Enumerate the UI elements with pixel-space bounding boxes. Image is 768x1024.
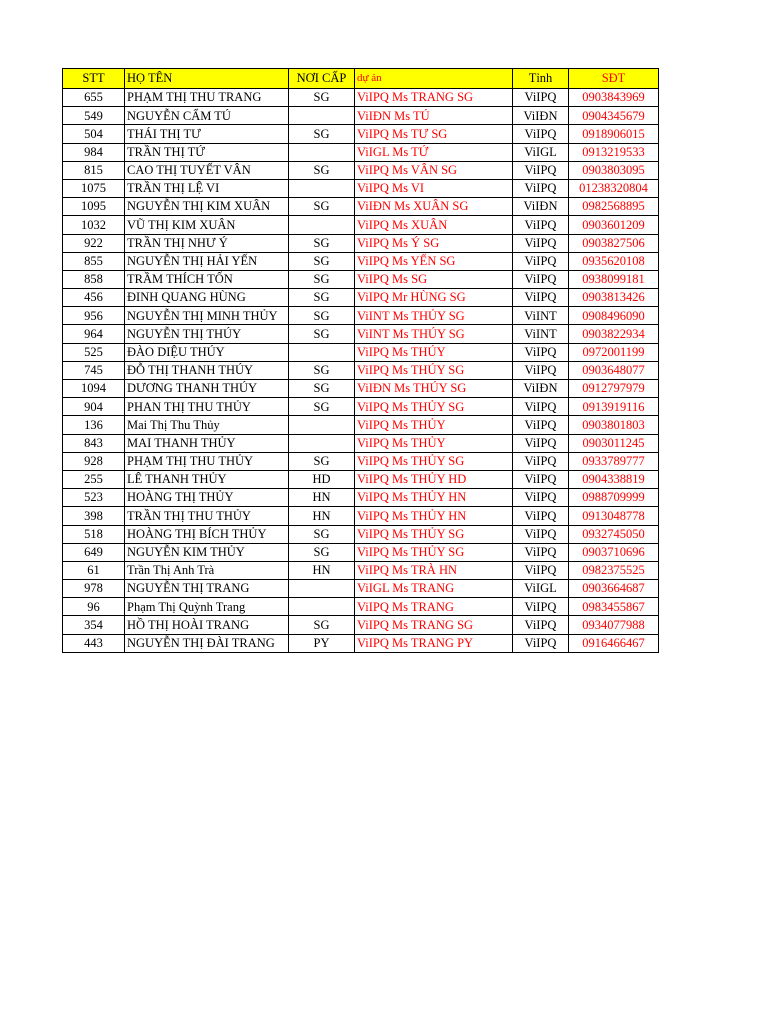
table-row — [63, 307, 659, 325]
table-row — [63, 143, 659, 161]
table-row — [63, 343, 659, 361]
cell-noi-cap: SG — [289, 398, 355, 416]
cell-stt: 525 — [63, 343, 125, 361]
table-row — [63, 161, 659, 179]
cell-stt: 984 — [63, 143, 125, 161]
table-row — [63, 416, 659, 434]
cell-sdt: 0903827506 — [569, 234, 659, 252]
table-row — [63, 107, 659, 125]
cell-tinh: ViIPQ — [513, 470, 569, 488]
cell-ho-ten: PHẠM THỊ THU THỦY — [125, 452, 289, 470]
cell-stt: 1075 — [63, 179, 125, 197]
cell-sdt: 0903843969 — [569, 89, 659, 107]
table-row — [63, 398, 659, 416]
cell-du-an: ViIĐN Ms TÚ — [355, 107, 513, 125]
cell-sdt: 0988709999 — [569, 489, 659, 507]
cell-sdt: 0903710696 — [569, 543, 659, 561]
cell-ho-ten: TRẦN THỊ THU THỦY — [125, 507, 289, 525]
cell-stt: 1094 — [63, 380, 125, 398]
cell-ho-ten: NGUYỄN THỊ MINH THỦY — [125, 307, 289, 325]
cell-tinh: ViIPQ — [513, 507, 569, 525]
table-row — [63, 434, 659, 452]
cell-stt: 928 — [63, 452, 125, 470]
cell-stt: 523 — [63, 489, 125, 507]
cell-ho-ten: PHẠM THỊ THU TRANG — [125, 89, 289, 107]
cell-ho-ten: CAO THỊ TUYẾT VÂN — [125, 161, 289, 179]
table-row — [63, 598, 659, 616]
cell-noi-cap — [289, 434, 355, 452]
cell-noi-cap: SG — [289, 161, 355, 179]
cell-stt: 843 — [63, 434, 125, 452]
table-row — [63, 561, 659, 579]
cell-du-an: ViIPQ Ms VI — [355, 179, 513, 197]
cell-stt: 922 — [63, 234, 125, 252]
cell-du-an: ViIGL Ms TRANG — [355, 580, 513, 598]
cell-ho-ten: MAI THANH THỦY — [125, 434, 289, 452]
table-row — [63, 634, 659, 652]
cell-du-an: ViIPQ Ms THÚY — [355, 343, 513, 361]
cell-tinh: ViIPQ — [513, 179, 569, 197]
table-row — [63, 543, 659, 561]
cell-sdt: 0903648077 — [569, 361, 659, 379]
cell-sdt: 0903601209 — [569, 216, 659, 234]
cell-ho-ten: NGUYỄN CẨM TÚ — [125, 107, 289, 125]
cell-tinh: ViIGL — [513, 143, 569, 161]
cell-noi-cap: SG — [289, 198, 355, 216]
cell-sdt: 0913048778 — [569, 507, 659, 525]
contact-table — [62, 68, 659, 653]
cell-tinh: ViIPQ — [513, 343, 569, 361]
cell-du-an: ViIPQ Ms SG — [355, 270, 513, 288]
cell-tinh: ViIPQ — [513, 216, 569, 234]
cell-stt: 136 — [63, 416, 125, 434]
cell-tinh: ViIPQ — [513, 125, 569, 143]
cell-tinh: ViIPQ — [513, 161, 569, 179]
cell-ho-ten: VŨ THỊ KIM XUÂN — [125, 216, 289, 234]
cell-noi-cap — [289, 216, 355, 234]
cell-stt: 655 — [63, 89, 125, 107]
cell-ho-ten: HOÀNG THỊ THỦY — [125, 489, 289, 507]
cell-sdt: 01238320804 — [569, 179, 659, 197]
cell-noi-cap: SG — [289, 325, 355, 343]
cell-tinh: ViIPQ — [513, 543, 569, 561]
cell-du-an: ViIPQ Ms THỦY SG — [355, 452, 513, 470]
cell-tinh: ViIPQ — [513, 489, 569, 507]
cell-du-an: ViIGL Ms TỨ — [355, 143, 513, 161]
cell-ho-ten: NGUYỄN THỊ KIM XUÂN — [125, 198, 289, 216]
header-du-an: dự án — [355, 69, 513, 89]
cell-ho-ten: DƯƠNG THANH THÚY — [125, 380, 289, 398]
cell-tinh: ViIPQ — [513, 616, 569, 634]
table-row — [63, 580, 659, 598]
table-row — [63, 525, 659, 543]
cell-noi-cap: SG — [289, 616, 355, 634]
table-row — [63, 289, 659, 307]
cell-du-an: ViIPQ Ms THỦY — [355, 434, 513, 452]
cell-sdt: 0913219533 — [569, 143, 659, 161]
cell-sdt: 0903801803 — [569, 416, 659, 434]
cell-ho-ten: TRẦM THÍCH TỐN — [125, 270, 289, 288]
cell-du-an: ViIPQ Ms THỦY SG — [355, 398, 513, 416]
table-row — [63, 470, 659, 488]
cell-noi-cap — [289, 143, 355, 161]
cell-sdt: 0913919116 — [569, 398, 659, 416]
cell-du-an: ViIPQ Ms THỦY HD — [355, 470, 513, 488]
cell-sdt: 0935620108 — [569, 252, 659, 270]
cell-sdt: 0932745050 — [569, 525, 659, 543]
cell-du-an: ViIPQ Ms THỦY HN — [355, 507, 513, 525]
cell-du-an: ViIPQ Ms TRANG — [355, 598, 513, 616]
cell-sdt: 0903822934 — [569, 325, 659, 343]
cell-sdt: 0982568895 — [569, 198, 659, 216]
cell-noi-cap — [289, 107, 355, 125]
table-row — [63, 125, 659, 143]
cell-ho-ten: Phạm Thị Quỳnh Trang — [125, 598, 289, 616]
cell-sdt: 0982375525 — [569, 561, 659, 579]
cell-du-an: ViIPQ Ms TRANG SG — [355, 616, 513, 634]
cell-ho-ten: NGUYỄN THỊ THÚY — [125, 325, 289, 343]
cell-noi-cap: PY — [289, 634, 355, 652]
cell-du-an: ViIPQ Ms TRANG PY — [355, 634, 513, 652]
cell-ho-ten: ĐÀO DIỆU THÚY — [125, 343, 289, 361]
cell-ho-ten: NGUYỄN THỊ HẢI YẾN — [125, 252, 289, 270]
cell-sdt: 0908496090 — [569, 307, 659, 325]
cell-sdt: 0916466467 — [569, 634, 659, 652]
header-tinh: Tỉnh — [513, 69, 569, 89]
cell-stt: 904 — [63, 398, 125, 416]
cell-ho-ten: LÊ THANH THỦY — [125, 470, 289, 488]
cell-du-an: ViIĐN Ms THÚY SG — [355, 380, 513, 398]
cell-ho-ten: ĐINH QUANG HÙNG — [125, 289, 289, 307]
header-row — [63, 69, 659, 89]
cell-stt: 649 — [63, 543, 125, 561]
cell-tinh: ViIPQ — [513, 270, 569, 288]
table-row — [63, 89, 659, 107]
cell-stt: 96 — [63, 598, 125, 616]
cell-tinh: ViIPQ — [513, 361, 569, 379]
cell-du-an: ViIPQ Ms XUÂN — [355, 216, 513, 234]
cell-noi-cap: SG — [289, 452, 355, 470]
cell-noi-cap — [289, 343, 355, 361]
cell-stt: 518 — [63, 525, 125, 543]
cell-sdt: 0903664687 — [569, 580, 659, 598]
cell-tinh: ViIPQ — [513, 398, 569, 416]
cell-tinh: ViIPQ — [513, 598, 569, 616]
cell-tinh: ViIPQ — [513, 252, 569, 270]
cell-ho-ten: Mai Thị Thu Thủy — [125, 416, 289, 434]
table-row — [63, 361, 659, 379]
cell-ho-ten: TRẦN THỊ TỨ — [125, 143, 289, 161]
table-row — [63, 325, 659, 343]
cell-du-an: ViIPQ Ms TRÀ HN — [355, 561, 513, 579]
table-row — [63, 380, 659, 398]
cell-tinh: ViIPQ — [513, 452, 569, 470]
cell-ho-ten: ĐỖ THỊ THANH THÚY — [125, 361, 289, 379]
cell-noi-cap — [289, 416, 355, 434]
header-noi-cap: NƠI CẤP — [289, 69, 355, 89]
cell-du-an: ViIPQ Ms Ý SG — [355, 234, 513, 252]
table-row — [63, 252, 659, 270]
table-row — [63, 452, 659, 470]
cell-tinh: ViIPQ — [513, 525, 569, 543]
cell-sdt: 0912797979 — [569, 380, 659, 398]
cell-tinh: ViIĐN — [513, 198, 569, 216]
cell-du-an: ViIPQ Ms THỦY SG — [355, 543, 513, 561]
cell-du-an: ViIPQ Ms THÚY SG — [355, 361, 513, 379]
cell-tinh: ViIPQ — [513, 634, 569, 652]
cell-tinh: ViIĐN — [513, 107, 569, 125]
cell-stt: 398 — [63, 507, 125, 525]
cell-stt: 255 — [63, 470, 125, 488]
table-row — [63, 216, 659, 234]
cell-ho-ten: NGUYỄN THỊ ĐÀI TRANG — [125, 634, 289, 652]
cell-sdt: 0918906015 — [569, 125, 659, 143]
cell-ho-ten: THÁI THỊ TƯ — [125, 125, 289, 143]
cell-tinh: ViIĐN — [513, 380, 569, 398]
cell-du-an: ViINT Ms THÚY SG — [355, 325, 513, 343]
header-ho-ten: HỌ TÊN — [125, 69, 289, 89]
cell-sdt: 0938099181 — [569, 270, 659, 288]
header-sdt: SĐT — [569, 69, 659, 89]
cell-sdt: 0904345679 — [569, 107, 659, 125]
cell-du-an: ViIPQ Ms THỦY — [355, 416, 513, 434]
cell-ho-ten: NGUYỄN KIM THỦY — [125, 543, 289, 561]
cell-stt: 815 — [63, 161, 125, 179]
cell-stt: 443 — [63, 634, 125, 652]
cell-sdt: 0983455867 — [569, 598, 659, 616]
cell-noi-cap: SG — [289, 234, 355, 252]
cell-stt: 964 — [63, 325, 125, 343]
table-row — [63, 179, 659, 197]
cell-du-an: ViIPQ Ms YẾN SG — [355, 252, 513, 270]
cell-stt: 549 — [63, 107, 125, 125]
cell-stt: 1032 — [63, 216, 125, 234]
cell-noi-cap: SG — [289, 525, 355, 543]
cell-ho-ten: HOÀNG THỊ BÍCH THỦY — [125, 525, 289, 543]
cell-stt: 855 — [63, 252, 125, 270]
cell-stt: 1095 — [63, 198, 125, 216]
cell-sdt: 0904338819 — [569, 470, 659, 488]
cell-sdt: 0903803095 — [569, 161, 659, 179]
cell-tinh: ViIPQ — [513, 434, 569, 452]
cell-noi-cap: HN — [289, 507, 355, 525]
cell-du-an: ViIPQ Ms TRANG SG — [355, 89, 513, 107]
table-row — [63, 198, 659, 216]
cell-noi-cap: SG — [289, 543, 355, 561]
cell-ho-ten: HỒ THỊ HOÀI TRANG — [125, 616, 289, 634]
cell-noi-cap: HD — [289, 470, 355, 488]
table-row — [63, 234, 659, 252]
cell-stt: 745 — [63, 361, 125, 379]
cell-tinh: ViIPQ — [513, 416, 569, 434]
cell-sdt: 0934077988 — [569, 616, 659, 634]
cell-du-an: ViINT Ms THỦY SG — [355, 307, 513, 325]
cell-sdt: 0933789777 — [569, 452, 659, 470]
table-row — [63, 270, 659, 288]
cell-ho-ten: PHAN THỊ THU THỦY — [125, 398, 289, 416]
cell-du-an: ViIPQ Ms TƯ SG — [355, 125, 513, 143]
cell-stt: 504 — [63, 125, 125, 143]
cell-tinh: ViIGL — [513, 580, 569, 598]
cell-tinh: ViIPQ — [513, 289, 569, 307]
cell-ho-ten: TRẦN THỊ NHƯ Ý — [125, 234, 289, 252]
header-stt: STT — [63, 69, 125, 89]
cell-ho-ten: Trần Thị Anh Trà — [125, 561, 289, 579]
cell-noi-cap: SG — [289, 361, 355, 379]
cell-du-an: ViIPQ Ms THỦY SG — [355, 525, 513, 543]
cell-du-an: ViIĐN Ms XUÂN SG — [355, 198, 513, 216]
cell-sdt: 0903813426 — [569, 289, 659, 307]
cell-sdt: 0972001199 — [569, 343, 659, 361]
cell-noi-cap: SG — [289, 89, 355, 107]
cell-du-an: ViIPQ Mr HÙNG SG — [355, 289, 513, 307]
cell-noi-cap — [289, 598, 355, 616]
cell-tinh: ViIPQ — [513, 234, 569, 252]
cell-noi-cap — [289, 580, 355, 598]
cell-tinh: ViIPQ — [513, 89, 569, 107]
cell-noi-cap: SG — [289, 307, 355, 325]
cell-du-an: ViIPQ Ms VÂN SG — [355, 161, 513, 179]
cell-noi-cap: HN — [289, 561, 355, 579]
table-row — [63, 507, 659, 525]
cell-du-an: ViIPQ Ms THỦY HN — [355, 489, 513, 507]
cell-stt: 956 — [63, 307, 125, 325]
cell-noi-cap: SG — [289, 252, 355, 270]
cell-noi-cap — [289, 179, 355, 197]
cell-sdt: 0903011245 — [569, 434, 659, 452]
cell-stt: 354 — [63, 616, 125, 634]
table-row — [63, 616, 659, 634]
cell-stt: 858 — [63, 270, 125, 288]
cell-ho-ten: NGUYỄN THỊ TRANG — [125, 580, 289, 598]
cell-stt: 456 — [63, 289, 125, 307]
cell-stt: 978 — [63, 580, 125, 598]
cell-ho-ten: TRẦN THỊ LỆ VI — [125, 179, 289, 197]
cell-noi-cap: SG — [289, 380, 355, 398]
cell-noi-cap: SG — [289, 270, 355, 288]
cell-noi-cap: HN — [289, 489, 355, 507]
table-row — [63, 489, 659, 507]
cell-tinh: ViINT — [513, 307, 569, 325]
cell-tinh: ViIPQ — [513, 561, 569, 579]
cell-stt: 61 — [63, 561, 125, 579]
cell-noi-cap: SG — [289, 125, 355, 143]
cell-noi-cap: SG — [289, 289, 355, 307]
cell-tinh: ViINT — [513, 325, 569, 343]
